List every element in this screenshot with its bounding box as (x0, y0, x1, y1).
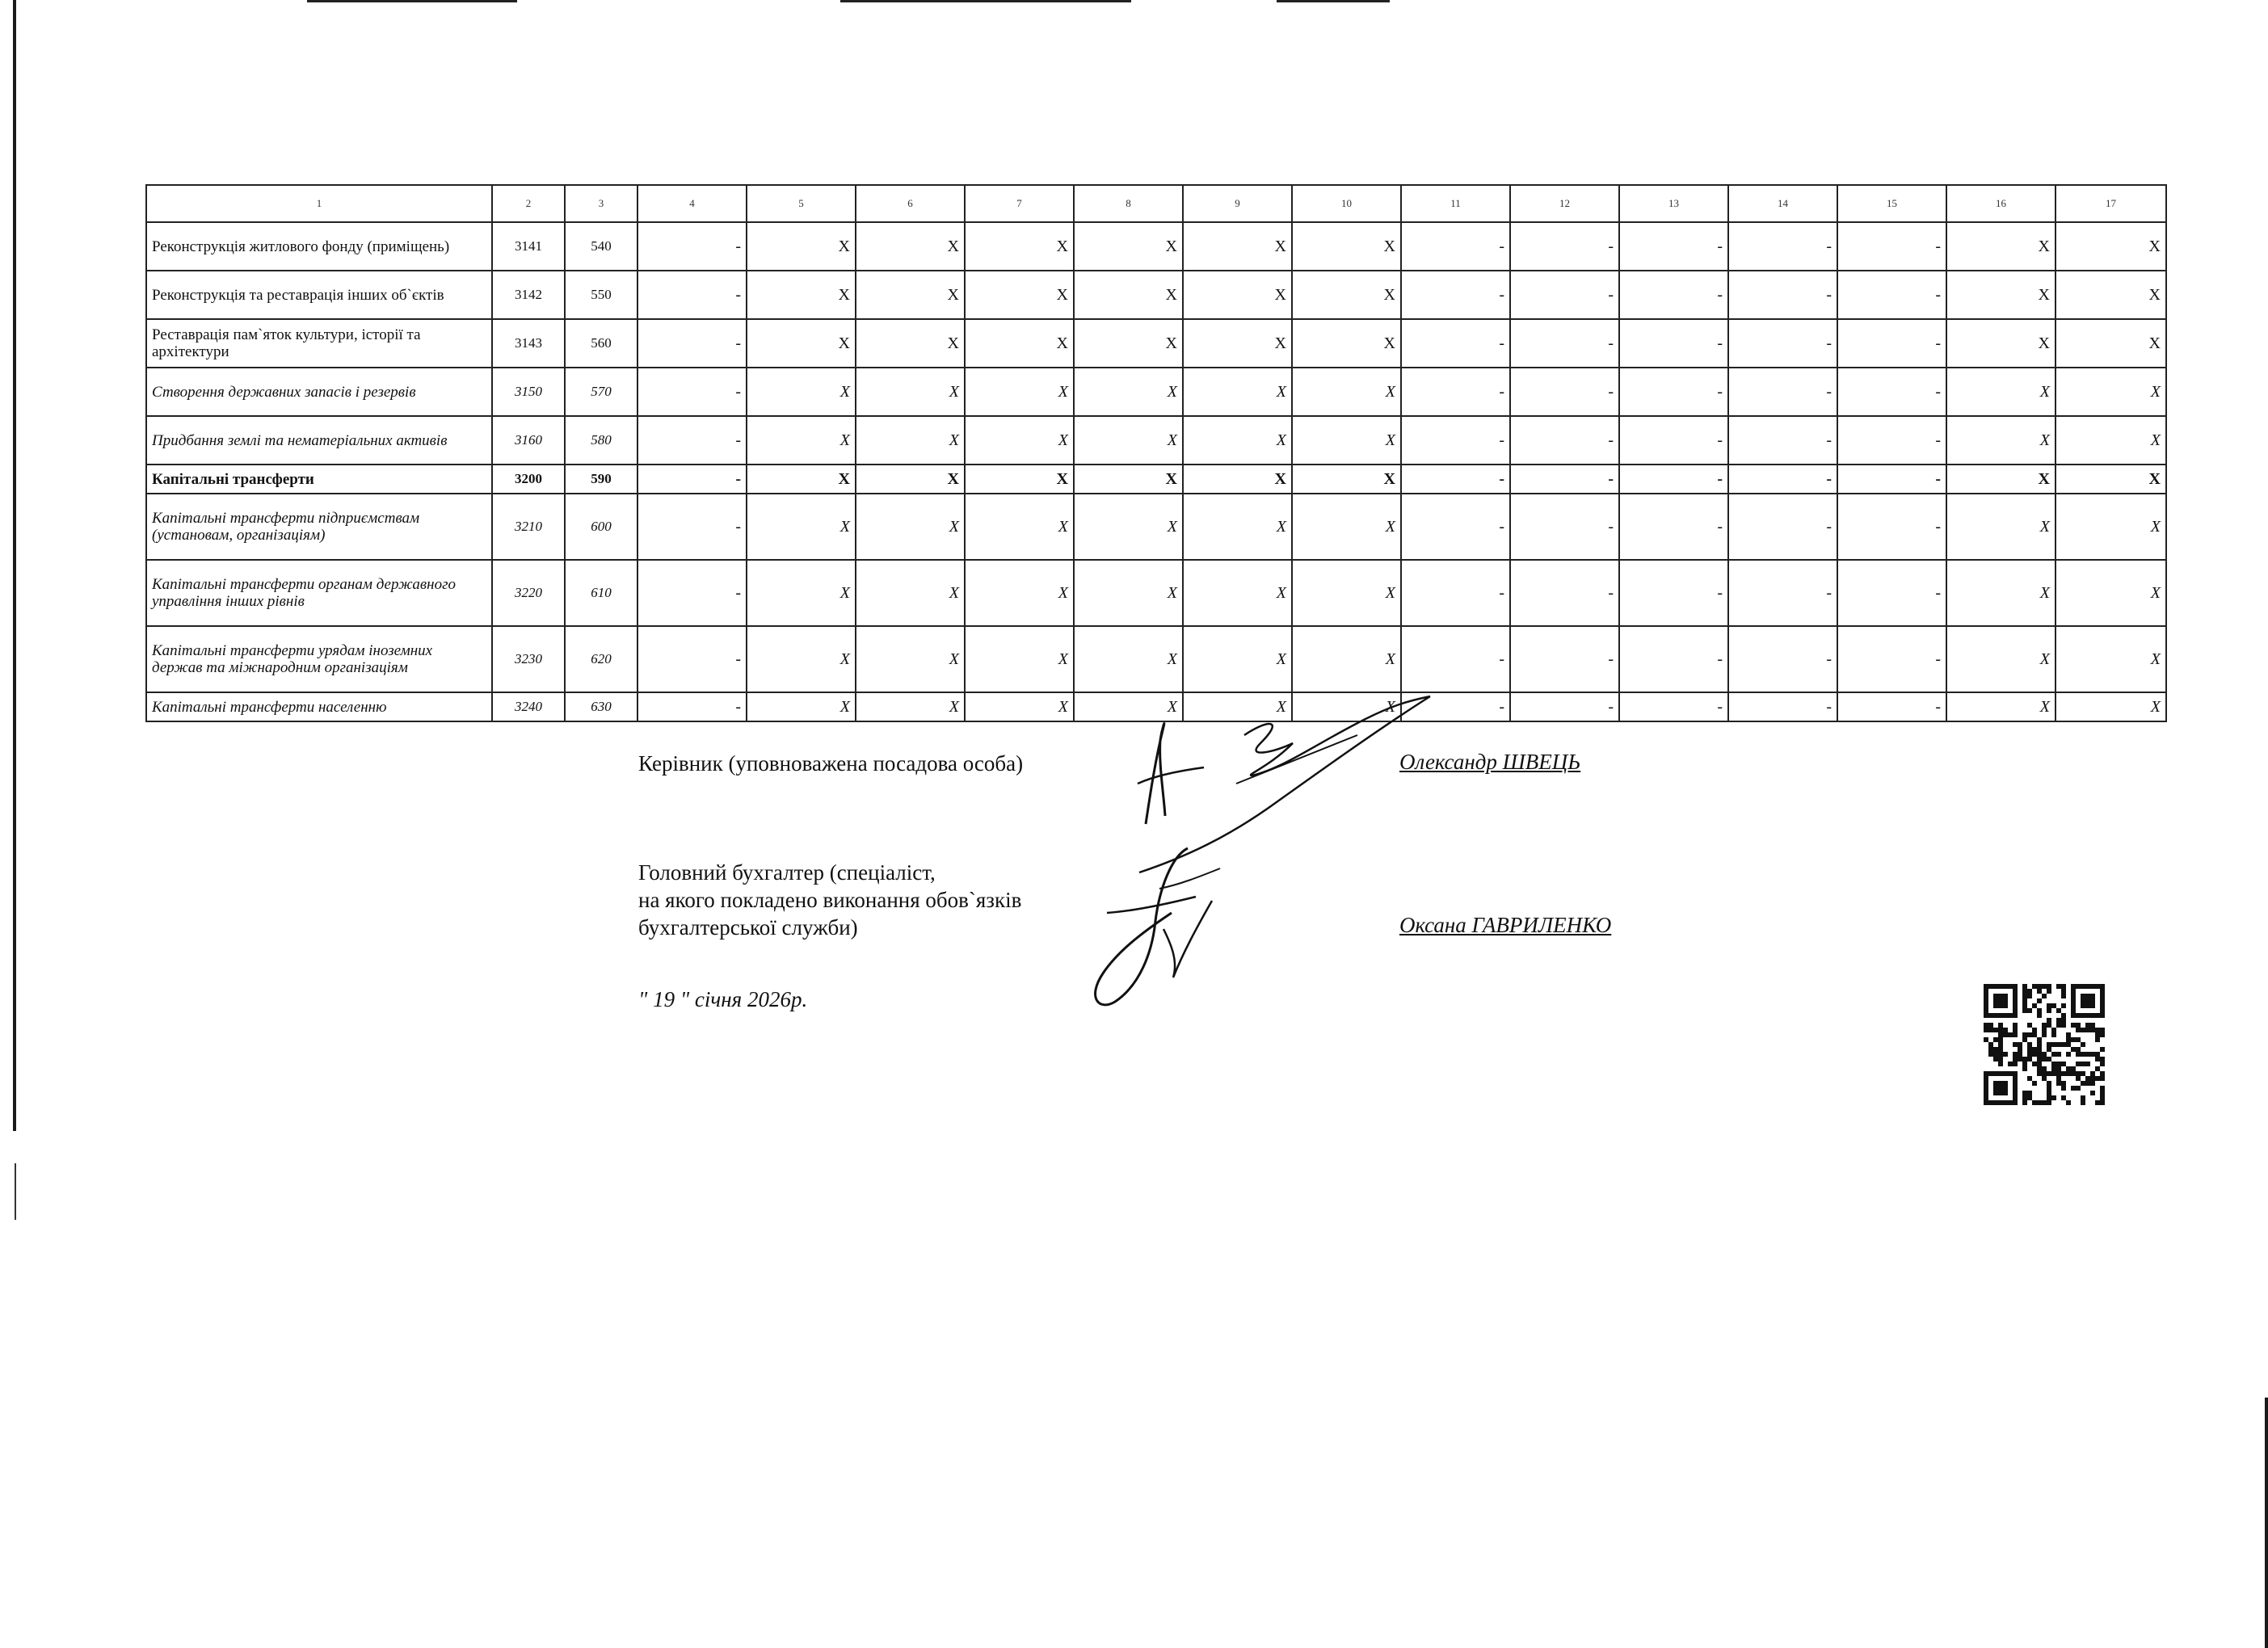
cell-not-applicable: X (2056, 626, 2166, 692)
indicator-name: Придбання землі та нематеріальних активів (146, 416, 492, 465)
cell-not-applicable: X (1183, 368, 1292, 416)
kekv-code: 3230 (492, 626, 565, 692)
column-number: 1 (146, 185, 492, 222)
cell-not-applicable: X (965, 692, 1074, 721)
cell-empty-value: - (1728, 465, 1837, 494)
cell-empty-value: - (637, 465, 747, 494)
cell-not-applicable: X (856, 271, 965, 319)
accountant-name: Оксана ГАВРИЛЕНКО (1399, 913, 1612, 937)
column-number: 17 (2056, 185, 2166, 222)
scan-edge (307, 0, 517, 2)
cell-empty-value: - (1510, 626, 1619, 692)
cell-empty-value: - (637, 319, 747, 368)
accountant-label-line-1: Головний бухгалтер (спеціаліст, (638, 860, 936, 885)
table-row (146, 271, 2166, 319)
kekv-code: 3160 (492, 416, 565, 465)
cell-empty-value: - (1401, 222, 1510, 271)
cell-not-applicable: X (856, 368, 965, 416)
cell-empty-value: - (1510, 222, 1619, 271)
cell-empty-value: - (637, 368, 747, 416)
cell-empty-value: - (1510, 319, 1619, 368)
row-code: 610 (565, 560, 637, 626)
cell-empty-value: - (637, 560, 747, 626)
row-code: 570 (565, 368, 637, 416)
cell-empty-value: - (1619, 626, 1728, 692)
cell-not-applicable: X (1292, 465, 1401, 494)
head-name: Олександр ШВЕЦЬ (1399, 750, 1581, 774)
cell-empty-value: - (637, 626, 747, 692)
cell-empty-value: - (1837, 222, 1946, 271)
cell-not-applicable: X (747, 692, 856, 721)
cell-not-applicable: X (1946, 494, 2056, 560)
kekv-code: 3210 (492, 494, 565, 560)
cell-empty-value: - (1510, 368, 1619, 416)
cell-empty-value: - (1401, 465, 1510, 494)
column-number: 13 (1619, 185, 1728, 222)
kekv-code: 3200 (492, 465, 565, 494)
cell-empty-value: - (1619, 319, 1728, 368)
cell-not-applicable: X (856, 319, 965, 368)
qr-code (1984, 984, 2105, 1105)
cell-not-applicable: X (1292, 368, 1401, 416)
cell-not-applicable: X (1946, 465, 2056, 494)
cell-not-applicable: X (856, 222, 965, 271)
cell-not-applicable: X (1074, 416, 1183, 465)
cell-not-applicable: X (1183, 626, 1292, 692)
indicator-name: Капітальні трансферти (146, 465, 492, 494)
indicator-name: Реконструкція та реставрація інших об`єктів (146, 271, 492, 319)
cell-empty-value: - (1728, 692, 1837, 721)
cell-not-applicable: X (2056, 494, 2166, 560)
cell-not-applicable: X (965, 319, 1074, 368)
column-number: 6 (856, 185, 965, 222)
column-number: 7 (965, 185, 1074, 222)
table-row (146, 416, 2166, 465)
cell-empty-value: - (1510, 560, 1619, 626)
cell-not-applicable: X (747, 222, 856, 271)
column-number: 16 (1946, 185, 2056, 222)
cell-not-applicable: X (1183, 560, 1292, 626)
signing-date: " 19 " січня 2026р. (638, 987, 808, 1011)
cell-empty-value: - (1619, 368, 1728, 416)
cell-not-applicable: X (856, 494, 965, 560)
cell-empty-value: - (1728, 319, 1837, 368)
cell-not-applicable: X (965, 222, 1074, 271)
indicator-name: Реконструкція житлового фонду (приміщень) (146, 222, 492, 271)
indicator-name: Капітальні трансферти урядам іноземних держав та міжнародним організаціям (146, 626, 492, 692)
indicator-name: Створення державних запасів і резервів (146, 368, 492, 416)
cell-empty-value: - (1619, 222, 1728, 271)
cell-empty-value: - (1728, 494, 1837, 560)
cell-empty-value: - (1728, 271, 1837, 319)
kekv-code: 3142 (492, 271, 565, 319)
cell-empty-value: - (1401, 319, 1510, 368)
cell-not-applicable: X (2056, 368, 2166, 416)
cell-not-applicable: X (856, 692, 965, 721)
cell-not-applicable: X (747, 416, 856, 465)
cell-empty-value: - (1728, 368, 1837, 416)
column-number: 3 (565, 185, 637, 222)
cell-empty-value: - (1728, 626, 1837, 692)
cell-empty-value: - (1510, 494, 1619, 560)
kekv-code: 3143 (492, 319, 565, 368)
cell-empty-value: - (1619, 692, 1728, 721)
cell-empty-value: - (1401, 692, 1510, 721)
indicator-name: Капітальні трансферти населенню (146, 692, 492, 721)
table-row (146, 465, 2166, 494)
cell-not-applicable: X (1183, 319, 1292, 368)
cell-not-applicable: X (1074, 692, 1183, 721)
column-number: 15 (1837, 185, 1946, 222)
cell-not-applicable: X (1183, 222, 1292, 271)
row-code: 580 (565, 416, 637, 465)
cell-empty-value: - (1619, 494, 1728, 560)
cell-not-applicable: X (1946, 222, 2056, 271)
cell-not-applicable: X (1183, 416, 1292, 465)
cell-empty-value: - (1510, 416, 1619, 465)
cell-empty-value: - (1837, 368, 1946, 416)
cell-not-applicable: X (856, 560, 965, 626)
cell-not-applicable: X (965, 560, 1074, 626)
cell-empty-value: - (1728, 560, 1837, 626)
kekv-code: 3150 (492, 368, 565, 416)
cell-not-applicable: X (2056, 465, 2166, 494)
cell-not-applicable: X (1292, 416, 1401, 465)
cell-not-applicable: X (1074, 271, 1183, 319)
column-number-row (146, 185, 2166, 222)
cell-not-applicable: X (965, 494, 1074, 560)
cell-empty-value: - (1619, 271, 1728, 319)
cell-empty-value: - (1837, 626, 1946, 692)
cell-not-applicable: X (1074, 465, 1183, 494)
row-code: 590 (565, 465, 637, 494)
cell-empty-value: - (1510, 465, 1619, 494)
cell-not-applicable: X (1292, 271, 1401, 319)
cell-empty-value: - (1401, 416, 1510, 465)
cell-not-applicable: X (965, 368, 1074, 416)
cell-empty-value: - (1619, 416, 1728, 465)
cell-not-applicable: X (1183, 494, 1292, 560)
accountant-label-line-2: на якого покладено виконання обов`язків (638, 888, 1022, 912)
cell-empty-value: - (1837, 465, 1946, 494)
accountant-label-line-3: бухгалтерської служби) (638, 915, 858, 940)
cell-not-applicable: X (2056, 271, 2166, 319)
cell-not-applicable: X (1183, 465, 1292, 494)
row-code: 560 (565, 319, 637, 368)
cell-not-applicable: X (965, 465, 1074, 494)
column-number: 10 (1292, 185, 1401, 222)
kekv-code: 3240 (492, 692, 565, 721)
cell-not-applicable: X (1074, 368, 1183, 416)
cell-not-applicable: X (747, 368, 856, 416)
cell-not-applicable: X (1292, 692, 1401, 721)
cell-not-applicable: X (747, 465, 856, 494)
scan-edge (2265, 1398, 2268, 1648)
indicator-name: Капітальні трансферти органам державного управління інших рівнів (146, 560, 492, 626)
table-row (146, 368, 2166, 416)
cell-empty-value: - (1401, 560, 1510, 626)
table-row (146, 319, 2166, 368)
cell-empty-value: - (1401, 494, 1510, 560)
row-code: 630 (565, 692, 637, 721)
cell-not-applicable: X (856, 626, 965, 692)
table-row (146, 222, 2166, 271)
cell-not-applicable: X (2056, 222, 2166, 271)
column-number: 5 (747, 185, 856, 222)
column-number: 11 (1401, 185, 1510, 222)
cell-not-applicable: X (2056, 319, 2166, 368)
cell-not-applicable: X (856, 465, 965, 494)
cell-not-applicable: X (2056, 692, 2166, 721)
cell-not-applicable: X (1074, 626, 1183, 692)
cell-empty-value: - (1728, 222, 1837, 271)
row-code: 540 (565, 222, 637, 271)
cell-not-applicable: X (1946, 416, 2056, 465)
scan-edge (15, 1163, 16, 1220)
column-number: 9 (1183, 185, 1292, 222)
cell-empty-value: - (1510, 692, 1619, 721)
column-number: 14 (1728, 185, 1837, 222)
cell-empty-value: - (637, 271, 747, 319)
scan-edge (1277, 0, 1390, 2)
cell-not-applicable: X (965, 626, 1074, 692)
cell-empty-value: - (1401, 368, 1510, 416)
cell-not-applicable: X (1946, 271, 2056, 319)
cell-not-applicable: X (856, 416, 965, 465)
table-row (146, 494, 2166, 560)
cell-empty-value: - (1619, 465, 1728, 494)
row-code: 600 (565, 494, 637, 560)
cell-empty-value: - (1837, 692, 1946, 721)
cell-not-applicable: X (2056, 560, 2166, 626)
kekv-code: 3220 (492, 560, 565, 626)
cell-empty-value: - (637, 416, 747, 465)
cell-empty-value: - (1837, 319, 1946, 368)
cell-not-applicable: X (747, 494, 856, 560)
cell-not-applicable: X (1946, 368, 2056, 416)
column-number: 2 (492, 185, 565, 222)
column-number: 12 (1510, 185, 1619, 222)
cell-not-applicable: X (747, 560, 856, 626)
cell-not-applicable: X (1946, 626, 2056, 692)
table-row (146, 626, 2166, 692)
cell-not-applicable: X (1946, 560, 2056, 626)
kekv-code: 3141 (492, 222, 565, 271)
cell-not-applicable: X (1183, 271, 1292, 319)
cell-not-applicable: X (747, 626, 856, 692)
cell-not-applicable: X (965, 416, 1074, 465)
scan-edge (13, 0, 16, 1131)
report-table (145, 184, 2167, 722)
cell-not-applicable: X (1074, 319, 1183, 368)
cell-not-applicable: X (1074, 560, 1183, 626)
cell-empty-value: - (637, 222, 747, 271)
column-number: 8 (1074, 185, 1183, 222)
cell-not-applicable: X (1292, 494, 1401, 560)
cell-empty-value: - (1510, 271, 1619, 319)
row-code: 550 (565, 271, 637, 319)
cell-not-applicable: X (1292, 222, 1401, 271)
cell-not-applicable: X (1946, 692, 2056, 721)
cell-empty-value: - (1619, 560, 1728, 626)
cell-not-applicable: X (2056, 416, 2166, 465)
indicator-name: Капітальні трансферти підприємствам (установам, організаціям) (146, 494, 492, 560)
cell-empty-value: - (1837, 416, 1946, 465)
cell-not-applicable: X (1074, 222, 1183, 271)
cell-not-applicable: X (1292, 560, 1401, 626)
cell-not-applicable: X (1074, 494, 1183, 560)
cell-empty-value: - (637, 692, 747, 721)
cell-not-applicable: X (747, 271, 856, 319)
table-row (146, 560, 2166, 626)
cell-not-applicable: X (1292, 319, 1401, 368)
cell-not-applicable: X (1183, 692, 1292, 721)
accountant-signature (1083, 840, 1228, 1010)
indicator-name: Реставрація пам`яток культури, історії та архітектури (146, 319, 492, 368)
cell-empty-value: - (637, 494, 747, 560)
cell-empty-value: - (1401, 271, 1510, 319)
row-code: 620 (565, 626, 637, 692)
cell-empty-value: - (1837, 494, 1946, 560)
cell-empty-value: - (1837, 560, 1946, 626)
cell-not-applicable: X (1946, 319, 2056, 368)
cell-empty-value: - (1837, 271, 1946, 319)
column-number: 4 (637, 185, 747, 222)
scan-edge (840, 0, 1131, 2)
cell-not-applicable: X (1292, 626, 1401, 692)
cell-empty-value: - (1728, 416, 1837, 465)
cell-empty-value: - (1401, 626, 1510, 692)
cell-not-applicable: X (747, 319, 856, 368)
cell-not-applicable: X (965, 271, 1074, 319)
head-label: Керівник (уповноважена посадова особа) (638, 751, 1024, 776)
